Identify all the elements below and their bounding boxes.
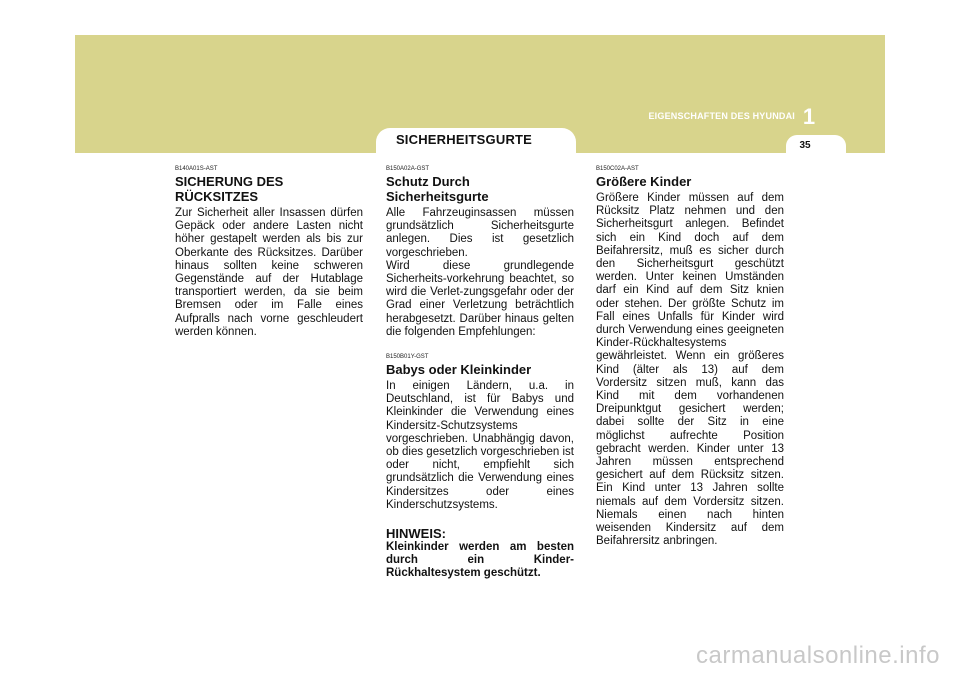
section-code: B150A02A-GST <box>386 166 430 172</box>
babies-heading: Babys oder Kleinkinder <box>386 362 532 378</box>
rear-seat-text: Zur Sicherheit aller Insassen dürfen Gepäck oder andere Lasten nicht höher gestapelt werden als bis zur Oberkante des Rücksitzes. Darüber hinaus sollten keine schweren Gegenstände auf der Hutablage transportiert werden, da sie beim Bremsen oder im Falle eines Aufpralls nach vorne geschleudert werden können. <box>175 207 363 338</box>
rear-seat-heading: SICHERUNG DES RÜCKSITZES <box>175 174 284 204</box>
page-number: 35 <box>799 140 811 151</box>
notice-text: Kleinkinder werden am besten durch ein Kinder-Rückhaltesystem geschützt. <box>386 541 574 580</box>
seatbelt-text-2: Wird diese grundlegende Sicherheits-vorkehrung beachtet, so wird die Verlet-zungsgefahr oder der Grad einer Verletzung beträchtlich herabgesetzt. Darüber hinaus gelten die folgenden Empfehlungen: <box>386 259 574 338</box>
seatbelt-protection-heading: Schutz Durch Sicherheitsgurte <box>386 174 489 204</box>
section-code: B150C02A-AST <box>596 166 639 172</box>
column-right <box>596 165 784 548</box>
column-middle <box>386 165 574 581</box>
seatbelt-text-1: Alle Fahrzeuginsassen müssen grundsätzlich Sicherheitsgurte anlegen. Dies ist gesetzlich vorgeschrieben. <box>386 207 574 259</box>
section-code: B150B01Y-GST <box>386 354 429 361</box>
babies-text: In einigen Ländern, u.a. in Deutschland, ist für Babys und Kleinkinder die Verwendung eines Kindersitz-Schutzsystems vorgeschrieben. Unabhängig davon, ob dies gesetzlich vorgeschrieben ist oder nicht, empfiehlt sich grundsätzlich die Verwendung eines Kindersitzes oder eines Kinderschutzsystems. <box>386 380 574 511</box>
older-children-text: Größere Kinder müssen auf dem Rücksitz Platz nehmen und den Sicherheitsgurt anlegen. Befindet sich ein Kind doch auf dem Beifahrersitz, muß es sicher durch den Sicherheitsgurt geschützt werden. Unter keinen Umständen darf ein Kind auf dem Sitz knien oder stehen. Der größte Schutz im Fall eines Unfalls für Kinder wird durch Verwendung eines geeigneten Kinder-Rückhaltesystems gewährleistet. Wenn ein größeres Kind (älter als 13) auf dem Vordersitz sitzen muß, kann das Kind mit dem vorhandenen Dreipunktgut gesichert werden; dabei sollte der Sitz in eine möglichst aufrechte Position gebracht werden. Kinder unter 13 Jahren müssen entsprechend gesichert auf dem Rücksitz sitzen. Ein Kind unter 13 Jahren sollte niemals auf dem Vordersitz sitzen. Niemals einen nach hinten weisenden Kindersitz auf dem Beifahrersitz anbringen. <box>596 192 784 548</box>
section-code: B140A01S-AST <box>175 166 218 172</box>
notice-title: HINWEIS: <box>386 526 446 542</box>
older-children-heading: Größere Kinder <box>596 174 692 189</box>
section-title: SICHERHEITSGURTE <box>395 132 533 147</box>
column-left <box>175 165 363 339</box>
chapter-number: 1 <box>802 104 816 129</box>
watermark: carmanualsonline.info <box>696 642 940 669</box>
chapter-title: EIGENSCHAFTEN DES HYUNDAI <box>648 111 795 121</box>
